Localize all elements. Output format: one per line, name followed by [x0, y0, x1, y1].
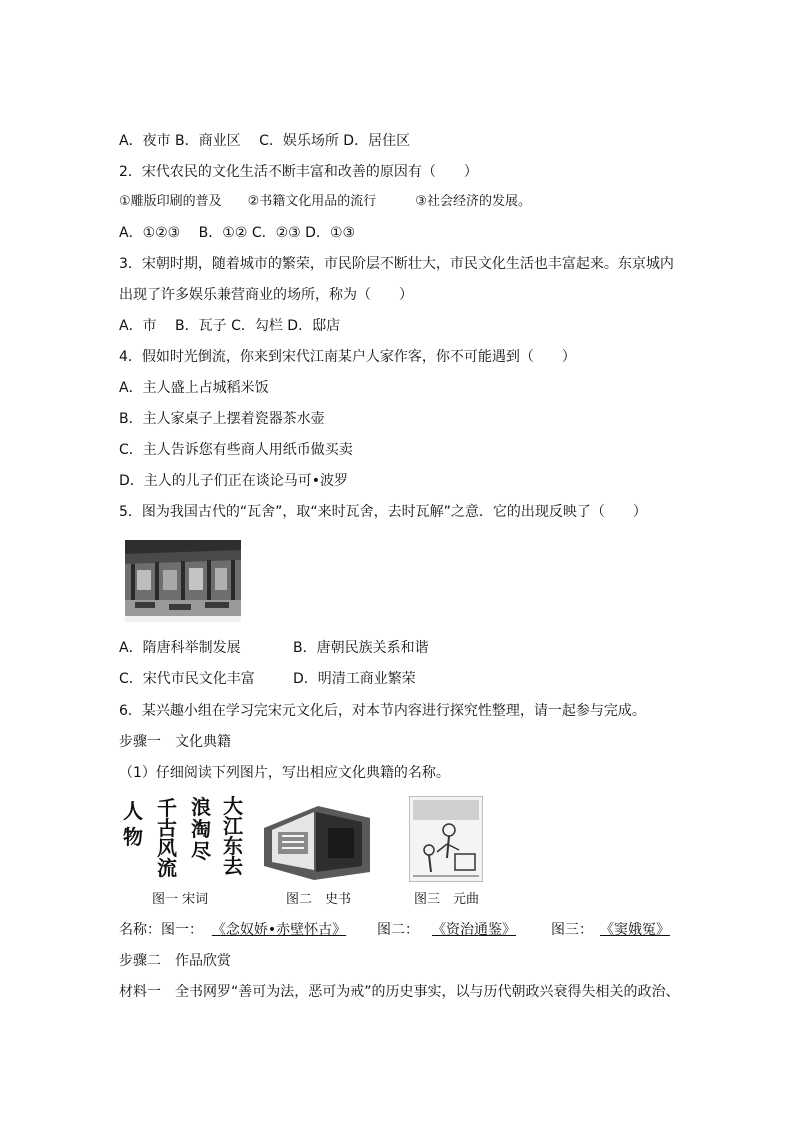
figure-2-book — [258, 798, 372, 882]
answer-1: 《念奴娇•赤壁怀古》 — [211, 922, 347, 938]
answer-label-2: 图二： — [377, 922, 419, 938]
q6-answers — [119, 920, 677, 940]
q6-step2: 步骤二 作品欣赏 — [119, 953, 231, 969]
figure-1-calligraphy — [119, 796, 249, 882]
caption-figure-1: 图一 宋词 — [152, 892, 209, 907]
q4-option-b: B．主人家桌子上摆着瓷器茶水壶 — [119, 411, 325, 427]
calligraphy-col-1: 大江东去 — [223, 794, 243, 878]
q2-stem: 2．宋代农民的文化生活不断丰富和改善的原因有（ ） — [119, 164, 478, 180]
washe-illustration — [125, 540, 241, 622]
q6-step1: 步骤一 文化典籍 — [119, 734, 231, 750]
answer-2: 《资治通鉴》 — [432, 922, 516, 938]
q2-options: A．①②③ B．①② C．②③ D．①③ — [119, 225, 356, 241]
q1-options: A．夜市 B．商业区 C．娱乐场所 D．居住区 — [119, 133, 411, 149]
q3-stem-2: 出现了许多娱乐兼营商业的场所，称为（ ） — [119, 287, 413, 303]
q3-options: A．市 B．瓦子 C．勾栏 D．邸店 — [119, 318, 341, 334]
q6-task1: （1）仔细阅读下列图片，写出相应文化典籍的名称。 — [119, 765, 450, 781]
q4-stem: 4．假如时光倒流，你来到宋代江南某户人家作客，你不可能遇到（ ） — [119, 349, 576, 365]
caption-figure-3: 图三 元曲 — [414, 892, 480, 907]
calligraphy-col-4: 人物 — [123, 799, 143, 849]
q5-option-a: A．隋唐科举制发展 — [119, 640, 241, 656]
q5-option-b: B．唐朝民族关系和谐 — [293, 640, 429, 656]
q5-option-c: C．宋代市民文化丰富 — [119, 671, 255, 687]
figure-3-illustration — [409, 796, 483, 882]
q4-option-a: A．主人盛上占城稻米饭 — [119, 380, 269, 396]
q4-option-c: C．主人告诉您有些商人用纸币做买卖 — [119, 442, 353, 458]
answer-label-3: 图三： — [551, 922, 593, 938]
q2-items: ①雕版印刷的普及 ②书籍文化用品的流行 ③社会经济的发展。 — [119, 194, 531, 209]
q3-stem-1: 3．宋朝时期，随着城市的繁荣，市民阶层不断壮大，市民文化生活也丰富起来。东京城内 — [119, 256, 674, 272]
calligraphy-col-2: 浪淘尽 — [191, 795, 211, 863]
answer-label-1: 名称：图一： — [119, 922, 203, 938]
caption-figure-2: 图二 史书 — [286, 892, 352, 907]
calligraphy-col-3: 千古风流 — [157, 796, 177, 880]
q6-intro: 6．某兴趣小组在学习完宋元文化后，对本节内容进行探究性整理，请一起参与完成。 — [119, 703, 646, 719]
answer-3: 《窦娥冤》 — [600, 922, 670, 938]
q6-material1: 材料一 全书网罗“善可为法，恶可为戒”的历史事实，以与历代朝政兴衰得失相关的政治、 — [119, 984, 680, 1000]
q4-option-d: D．主人的儿子们正在谈论马可•波罗 — [119, 473, 349, 489]
q5-option-d: D．明清工商业繁荣 — [293, 671, 416, 687]
q5-stem: 5．图为我国古代的“瓦舍”，取“来时瓦舍，去时瓦解”之意．它的出现反映了（ ） — [119, 504, 647, 520]
